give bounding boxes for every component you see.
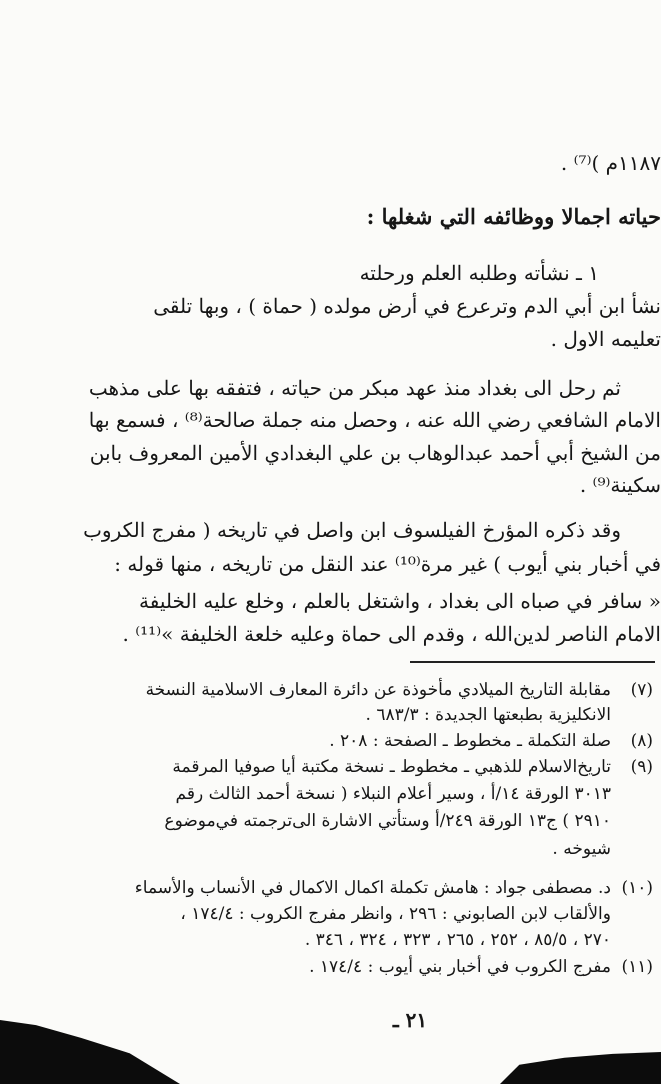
paragraph1-line1: نشأ ابن أبي الدم وترعرع في أرض مولده ( حماة ) ، وبها تلقى: [153, 294, 661, 318]
paragraph2-line3: من الشيخ أبي أحمد عبدالوهاب بن علي البغدادي الأمين المعروف بابن: [89, 441, 661, 465]
footnote-9-line4: شيوخه .: [552, 839, 611, 859]
footnote-10-number: (١٠): [621, 878, 653, 898]
footnote-7-number: (٧): [630, 680, 653, 700]
section-title: حياته اجمالا ووظائفه التي شغلها :: [366, 204, 661, 229]
paragraph3-line1: وقد ذكره المؤرخ الفيلسوف ابن واصل في تاريخه ( مفرج الكروب: [83, 518, 621, 542]
footnote-separator: [410, 661, 655, 663]
page-number: ٢١ ـ: [392, 1008, 428, 1032]
footnote-11-number: (١١): [621, 957, 653, 977]
paragraph3-line3: « سافر في صباه الى بغداد ، واشتغل بالعلم ، وخلع عليه الخليفة: [139, 589, 661, 613]
footnote-7-line2: الانكليزية بطبعتها الجديدة : ٦٨٣/٣ .: [365, 705, 611, 725]
paragraph3-line4: الامام الناصر لدين‌الله ، وقدم الى حماة وعليه خلعة الخليفة »⁽¹¹⁾ .: [122, 622, 661, 646]
header-date-line: ١١٨٧م )⁽⁷⁾ .: [560, 151, 661, 175]
paragraph2-line1: ثم رحل الى بغداد منذ عهد مبكر من حياته ، فتفقه بها على مذهب: [88, 376, 621, 400]
footnote-10-line2: والألقاب لابن الصابوني : ٢٩٦ ، وانظر مفرج الكروب : ١٧٤/٤ ،: [180, 904, 611, 924]
footnote-8-number: (٨): [630, 731, 653, 751]
paragraph2-line2: الامام الشافعي رضي الله عنه ، وحصل منه جملة صالحة⁽⁸⁾ ، فسمع بها: [88, 408, 661, 432]
footnote-11-line1: مفرج الكروب في أخبار بني أيوب : ١٧٤/٤ .: [309, 957, 611, 977]
footnote-9-line1: تاريخ‌الاسلام للذهبي ـ مخطوط ـ نسخة مكتبة أيا صوفيا المرقمة: [172, 757, 611, 777]
footnote-10-line1: د. مصطفى جواد : هامش تكملة اكمال الاكمال في الأنساب والأسماء: [134, 878, 611, 898]
footnote-9-number: (٩): [630, 757, 653, 777]
subheading-upbringing: ١ ـ نشأته وطلبه العلم ورحلته: [359, 261, 599, 285]
footnote-10-line3: ٢٧٠ ، ٨٥/٥ ، ٢٥٢ ، ٢٦٥ ، ٣٢٣ ، ٣٢٤ ، ٣٤٦ .: [304, 930, 611, 950]
paragraph2-line4: سكينة⁽⁹⁾ .: [579, 473, 661, 497]
paragraph3-line2: في أخبار بني أيوب ) غير مرة⁽¹⁰⁾ عند النقل من تاريخه ، منها قوله :: [114, 552, 661, 576]
footnote-7-line1: مقابلة التاريخ الميلادي مأخوذة عن دائرة المعارف الاسلامية النسخة: [145, 680, 611, 700]
paragraph1-line2: تعليمه الاول .: [550, 327, 661, 351]
footnote-9-line2: ٣٠١٣ الورقة ١٤/أ ، وسير أعلام النبلاء ( نسخة أحمد الثالث رقم: [175, 784, 611, 804]
scan-shadow-left: [0, 1020, 180, 1084]
footnote-9-line3: ٢٩١٠ ) ج١٣ الورقة ٢٤٩/أ وستأتي الاشارة الى‌ترجمته في‌موضوع: [164, 811, 611, 831]
footnote-8-line1: صلة التكملة ـ مخطوط ـ الصفحة : ٢٠٨ .: [329, 731, 611, 751]
scan-shadow-right: [500, 1052, 661, 1084]
